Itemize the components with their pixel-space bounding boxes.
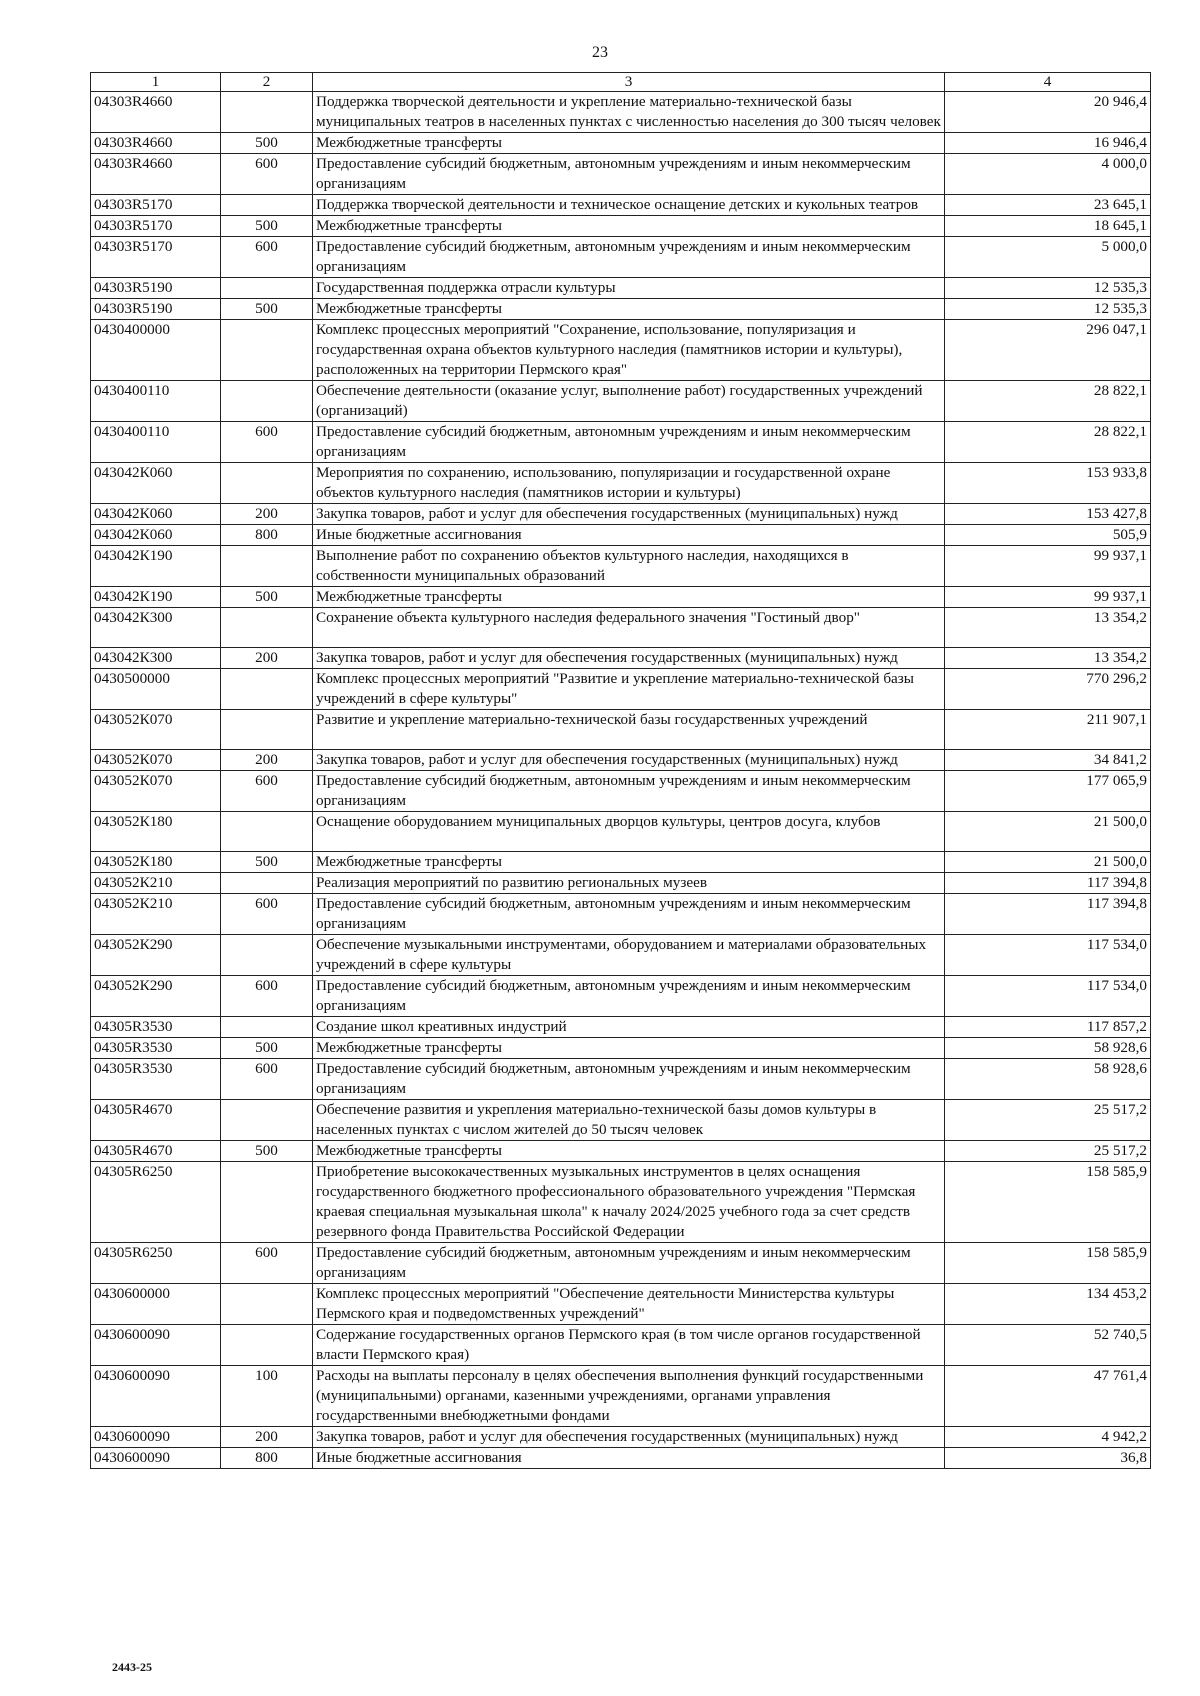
expense-type-cell [221, 1100, 313, 1141]
expense-type-cell: 500 [221, 133, 313, 154]
budget-table [90, 72, 1151, 1469]
table-row [91, 812, 1151, 852]
item-name-cell: Иные бюджетные ассигнования [313, 525, 945, 546]
expense-type-cell: 800 [221, 1448, 313, 1469]
expense-type-cell [221, 1325, 313, 1366]
amount-cell: 99 937,1 [945, 587, 1151, 608]
expense-type-cell [221, 92, 313, 133]
budget-code-cell: 043042К060 [91, 463, 221, 504]
item-name-cell: Межбюджетные трансферты [313, 587, 945, 608]
item-name-cell: Выполнение работ по сохранению объектов культурного наследия, находящихся в собственности муниципальных образований [313, 546, 945, 587]
budget-code-cell: 043052К180 [91, 852, 221, 873]
expense-type-cell: 600 [221, 1243, 313, 1284]
page-number: 23 [592, 44, 608, 61]
item-name-cell: Закупка товаров, работ и услуг для обеспечения государственных (муниципальных) нужд [313, 504, 945, 525]
amount-cell: 5 000,0 [945, 237, 1151, 278]
expense-type-cell [221, 278, 313, 299]
amount-cell: 58 928,6 [945, 1059, 1151, 1100]
expense-type-cell: 100 [221, 1366, 313, 1427]
table-row [91, 463, 1151, 504]
item-name-cell: Межбюджетные трансферты [313, 1038, 945, 1059]
item-name-cell: Закупка товаров, работ и услуг для обеспечения государственных (муниципальных) нужд [313, 648, 945, 669]
amount-cell: 25 517,2 [945, 1141, 1151, 1162]
item-name-cell: Межбюджетные трансферты [313, 1141, 945, 1162]
table-row [91, 195, 1151, 216]
amount-cell: 21 500,0 [945, 812, 1151, 852]
table-row [91, 216, 1151, 237]
expense-type-cell [221, 669, 313, 710]
amount-cell: 505,9 [945, 525, 1151, 546]
item-name-cell: Межбюджетные трансферты [313, 852, 945, 873]
table-row [91, 669, 1151, 710]
expense-type-cell: 600 [221, 154, 313, 195]
table-row [91, 237, 1151, 278]
table-row [91, 873, 1151, 894]
budget-code-cell: 0430600090 [91, 1427, 221, 1448]
table-row [91, 1284, 1151, 1325]
expense-type-cell: 600 [221, 976, 313, 1017]
expense-type-cell: 200 [221, 1427, 313, 1448]
table-row [91, 935, 1151, 976]
expense-type-cell: 500 [221, 852, 313, 873]
budget-code-cell: 043052К290 [91, 976, 221, 1017]
amount-cell: 117 394,8 [945, 894, 1151, 935]
amount-cell: 16 946,4 [945, 133, 1151, 154]
expense-type-cell [221, 320, 313, 381]
amount-cell: 153 427,8 [945, 504, 1151, 525]
item-name-cell: Предоставление субсидий бюджетным, автономным учреждениям и иным некоммерческим организациям [313, 237, 945, 278]
budget-code-cell: 04303R5170 [91, 195, 221, 216]
expense-type-cell: 600 [221, 894, 313, 935]
budget-code-cell: 0430400110 [91, 381, 221, 422]
amount-cell: 117 857,2 [945, 1017, 1151, 1038]
amount-cell: 4 000,0 [945, 154, 1151, 195]
table-row [91, 710, 1151, 750]
table-row [91, 1017, 1151, 1038]
budget-code-cell: 04305R3530 [91, 1059, 221, 1100]
budget-code-cell: 043052К210 [91, 873, 221, 894]
amount-cell: 4 942,2 [945, 1427, 1151, 1448]
expense-type-cell [221, 935, 313, 976]
budget-code-cell: 043052К070 [91, 750, 221, 771]
expense-type-cell [221, 812, 313, 852]
table-row [91, 320, 1151, 381]
item-name-cell: Межбюджетные трансферты [313, 216, 945, 237]
item-name-cell: Комплекс процессных мероприятий "Сохранение, использование, популяризация и государственная охрана объектов культурного наследия (памятников истории и культуры), расположенных на территории Пермского края" [313, 320, 945, 381]
table-row [91, 133, 1151, 154]
table-row [91, 1162, 1151, 1243]
amount-cell: 158 585,9 [945, 1243, 1151, 1284]
amount-cell: 20 946,4 [945, 92, 1151, 133]
amount-cell: 12 535,3 [945, 299, 1151, 320]
budget-code-cell: 04303R4660 [91, 92, 221, 133]
item-name-cell: Обеспечение развития и укрепления материально-технической базы домов культуры в населенных пунктах с числом жителей до 50 тысяч человек [313, 1100, 945, 1141]
budget-code-cell: 0430400000 [91, 320, 221, 381]
item-name-cell: Создание школ креативных индустрий [313, 1017, 945, 1038]
budget-code-cell: 04305R6250 [91, 1243, 221, 1284]
item-name-cell: Сохранение объекта культурного наследия федерального значения "Гостиный двор" [313, 608, 945, 648]
item-name-cell: Закупка товаров, работ и услуг для обеспечения государственных (муниципальных) нужд [313, 750, 945, 771]
budget-code-cell: 043052К290 [91, 935, 221, 976]
item-name-cell: Предоставление субсидий бюджетным, автономным учреждениям и иным некоммерческим организациям [313, 154, 945, 195]
table-row [91, 587, 1151, 608]
item-name-cell: Приобретение высококачественных музыкальных инструментов в целях оснащения государственного бюджетного профессионального образовательного учреждения "Пермская краевая специальная музыкальная школа" к началу 2024/2025 учебного года за счет средств резервного фонда Правительства Российской Федерации [313, 1162, 945, 1243]
table-row [91, 894, 1151, 935]
table-row [91, 1243, 1151, 1284]
column-header: 3 [313, 73, 945, 92]
budget-code-cell: 043042К060 [91, 525, 221, 546]
budget-code-cell: 043042К060 [91, 504, 221, 525]
item-name-cell: Иные бюджетные ассигнования [313, 1448, 945, 1469]
table-row [91, 525, 1151, 546]
amount-cell: 36,8 [945, 1448, 1151, 1469]
expense-type-cell: 500 [221, 1038, 313, 1059]
table-row [91, 852, 1151, 873]
item-name-cell: Содержание государственных органов Пермского края (в том числе органов государственной власти Пермского края) [313, 1325, 945, 1366]
item-name-cell: Расходы на выплаты персоналу в целях обеспечения выполнения функций государственными (муниципальными) органами, казенными учреждениями, органами управления государственными внебюджетными фондами [313, 1366, 945, 1427]
budget-code-cell: 043042К300 [91, 608, 221, 648]
expense-type-cell [221, 1162, 313, 1243]
table-row [91, 1325, 1151, 1366]
expense-type-cell [221, 546, 313, 587]
document-number: 2443-25 [112, 1660, 152, 1674]
expense-type-cell: 200 [221, 750, 313, 771]
item-name-cell: Закупка товаров, работ и услуг для обеспечения государственных (муниципальных) нужд [313, 1427, 945, 1448]
expense-type-cell: 500 [221, 299, 313, 320]
amount-cell: 134 453,2 [945, 1284, 1151, 1325]
budget-code-cell: 04305R3530 [91, 1038, 221, 1059]
amount-cell: 211 907,1 [945, 710, 1151, 750]
expense-type-cell: 600 [221, 771, 313, 812]
budget-code-cell: 04303R5190 [91, 278, 221, 299]
amount-cell: 12 535,3 [945, 278, 1151, 299]
item-name-cell: Комплекс процессных мероприятий "Обеспечение деятельности Министерства культуры Пермского края и подведомственных учреждений" [313, 1284, 945, 1325]
expense-type-cell: 800 [221, 525, 313, 546]
budget-code-cell: 043042К300 [91, 648, 221, 669]
amount-cell: 99 937,1 [945, 546, 1151, 587]
expense-type-cell [221, 1017, 313, 1038]
budget-code-cell: 04303R4660 [91, 154, 221, 195]
table-row [91, 976, 1151, 1017]
item-name-cell: Предоставление субсидий бюджетным, автономным учреждениям и иным некоммерческим организациям [313, 894, 945, 935]
table-row [91, 1100, 1151, 1141]
budget-code-cell: 043042К190 [91, 546, 221, 587]
item-name-cell: Оснащение оборудованием муниципальных дворцов культуры, центров досуга, клубов [313, 812, 945, 852]
table-row [91, 1059, 1151, 1100]
expense-type-cell [221, 710, 313, 750]
budget-code-cell: 04305R3530 [91, 1017, 221, 1038]
column-header: 4 [945, 73, 1151, 92]
table-row [91, 1141, 1151, 1162]
budget-code-cell: 0430400110 [91, 422, 221, 463]
amount-cell: 25 517,2 [945, 1100, 1151, 1141]
item-name-cell: Реализация мероприятий по развитию региональных музеев [313, 873, 945, 894]
item-name-cell: Комплекс процессных мероприятий "Развитие и укрепление материально-технической базы учреждений в сфере культуры" [313, 669, 945, 710]
budget-code-cell: 04303R5170 [91, 216, 221, 237]
item-name-cell: Поддержка творческой деятельности и укрепление материально-технической базы муниципальных театров в населенных пунктах с численностью населения до 300 тысяч человек [313, 92, 945, 133]
item-name-cell: Развитие и укрепление материально-технической базы государственных учреждений [313, 710, 945, 750]
budget-code-cell: 043052К070 [91, 771, 221, 812]
amount-cell: 13 354,2 [945, 648, 1151, 669]
expense-type-cell: 600 [221, 1059, 313, 1100]
amount-cell: 117 534,0 [945, 976, 1151, 1017]
budget-code-cell: 043052К070 [91, 710, 221, 750]
table-row [91, 1427, 1151, 1448]
table-row [91, 546, 1151, 587]
budget-code-cell: 04303R5190 [91, 299, 221, 320]
amount-cell: 34 841,2 [945, 750, 1151, 771]
item-name-cell: Государственная поддержка отрасли культуры [313, 278, 945, 299]
budget-code-cell: 0430500000 [91, 669, 221, 710]
item-name-cell: Обеспечение деятельности (оказание услуг, выполнение работ) государственных учреждений (организаций) [313, 381, 945, 422]
expense-type-cell [221, 608, 313, 648]
expense-type-cell: 600 [221, 422, 313, 463]
amount-cell: 117 534,0 [945, 935, 1151, 976]
expense-type-cell: 500 [221, 1141, 313, 1162]
table-row [91, 1448, 1151, 1469]
item-name-cell: Предоставление субсидий бюджетным, автономным учреждениям и иным некоммерческим организациям [313, 1243, 945, 1284]
amount-cell: 28 822,1 [945, 422, 1151, 463]
item-name-cell: Поддержка творческой деятельности и техническое оснащение детских и кукольных театров [313, 195, 945, 216]
column-header: 2 [221, 73, 313, 92]
amount-cell: 23 645,1 [945, 195, 1151, 216]
budget-code-cell: 043052К180 [91, 812, 221, 852]
amount-cell: 153 933,8 [945, 463, 1151, 504]
budget-code-cell: 04305R4670 [91, 1141, 221, 1162]
item-name-cell: Обеспечение музыкальными инструментами, оборудованием и материалами образовательных учреждений в сфере культуры [313, 935, 945, 976]
expense-type-cell: 500 [221, 587, 313, 608]
expense-type-cell [221, 195, 313, 216]
item-name-cell: Предоставление субсидий бюджетным, автономным учреждениям и иным некоммерческим организациям [313, 771, 945, 812]
amount-cell: 47 761,4 [945, 1366, 1151, 1427]
item-name-cell: Предоставление субсидий бюджетным, автономным учреждениям и иным некоммерческим организациям [313, 1059, 945, 1100]
expense-type-cell: 200 [221, 504, 313, 525]
item-name-cell: Мероприятия по сохранению, использованию, популяризации и государственной охране объектов культурного наследия (памятников истории и культуры) [313, 463, 945, 504]
item-name-cell: Межбюджетные трансферты [313, 299, 945, 320]
item-name-cell: Предоставление субсидий бюджетным, автономным учреждениям и иным некоммерческим организациям [313, 976, 945, 1017]
amount-cell: 296 047,1 [945, 320, 1151, 381]
table-row [91, 422, 1151, 463]
table-row [91, 750, 1151, 771]
expense-type-cell: 200 [221, 648, 313, 669]
table-row [91, 154, 1151, 195]
amount-cell: 117 394,8 [945, 873, 1151, 894]
item-name-cell: Предоставление субсидий бюджетным, автономным учреждениям и иным некоммерческим организациям [313, 422, 945, 463]
table-row [91, 648, 1151, 669]
table-row [91, 504, 1151, 525]
amount-cell: 770 296,2 [945, 669, 1151, 710]
amount-cell: 158 585,9 [945, 1162, 1151, 1243]
table-row [91, 771, 1151, 812]
amount-cell: 13 354,2 [945, 608, 1151, 648]
budget-code-cell: 04303R5170 [91, 237, 221, 278]
expense-type-cell: 500 [221, 216, 313, 237]
amount-cell: 28 822,1 [945, 381, 1151, 422]
budget-code-cell: 0430600090 [91, 1448, 221, 1469]
amount-cell: 177 065,9 [945, 771, 1151, 812]
amount-cell: 21 500,0 [945, 852, 1151, 873]
item-name-cell: Межбюджетные трансферты [313, 133, 945, 154]
amount-cell: 52 740,5 [945, 1325, 1151, 1366]
budget-code-cell: 0430600000 [91, 1284, 221, 1325]
budget-code-cell: 04305R4670 [91, 1100, 221, 1141]
budget-code-cell: 0430600090 [91, 1325, 221, 1366]
table-header-row [91, 73, 1151, 92]
budget-code-cell: 043052К210 [91, 894, 221, 935]
table-row [91, 381, 1151, 422]
column-header: 1 [91, 73, 221, 92]
amount-cell: 58 928,6 [945, 1038, 1151, 1059]
table-row [91, 299, 1151, 320]
expense-type-cell [221, 381, 313, 422]
table-row [91, 278, 1151, 299]
expense-type-cell [221, 1284, 313, 1325]
budget-code-cell: 04303R4660 [91, 133, 221, 154]
amount-cell: 18 645,1 [945, 216, 1151, 237]
expense-type-cell: 600 [221, 237, 313, 278]
table-row [91, 1366, 1151, 1427]
table-row [91, 608, 1151, 648]
table-row [91, 92, 1151, 133]
table-row [91, 1038, 1151, 1059]
budget-code-cell: 04305R6250 [91, 1162, 221, 1243]
budget-code-cell: 043042К190 [91, 587, 221, 608]
expense-type-cell [221, 463, 313, 504]
expense-type-cell [221, 873, 313, 894]
budget-code-cell: 0430600090 [91, 1366, 221, 1427]
